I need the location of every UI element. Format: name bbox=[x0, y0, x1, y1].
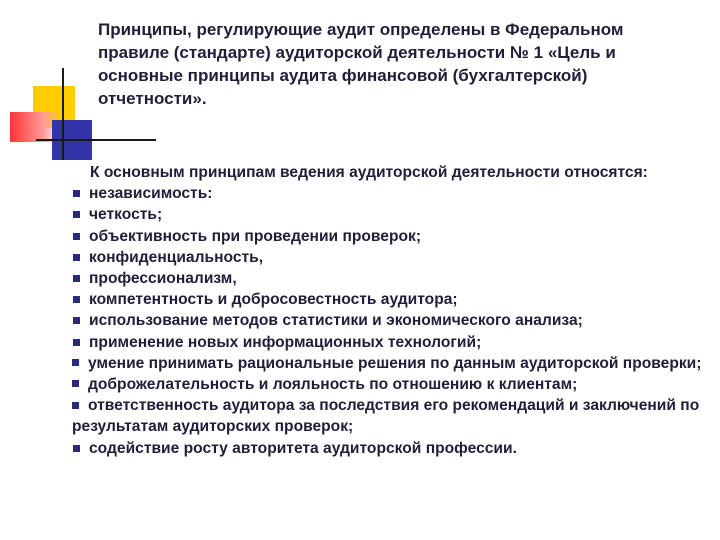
list-item-text: независимость: bbox=[89, 185, 213, 203]
square-bullet-icon bbox=[73, 296, 80, 303]
square-bullet-icon bbox=[73, 233, 80, 240]
list-item bbox=[72, 438, 712, 459]
list-item-text: объективность при проведении проверок; bbox=[89, 227, 422, 245]
list-item bbox=[72, 226, 712, 247]
square-bullet-icon bbox=[73, 275, 80, 282]
decor-horizontal-line bbox=[36, 139, 156, 141]
slide-body bbox=[72, 162, 712, 459]
list-item-text: использование методов статистики и экономического анализа; bbox=[89, 312, 583, 330]
slide-title: Принципы, регулирующие аудит определены в Федеральном правиле (стандарте) аудиторской деятельности № 1 «Цель и основные принципы аудита финансовой (бухгалтерской) отчетности». bbox=[98, 20, 624, 108]
list-item bbox=[72, 268, 712, 289]
list-item bbox=[72, 353, 712, 374]
list-item-text: содействие росту авторитета аудиторской профессии. bbox=[89, 439, 517, 457]
square-bullet-icon bbox=[73, 445, 80, 452]
list-item-text: применение новых информационных технологий; bbox=[89, 333, 482, 351]
list-item bbox=[72, 289, 712, 310]
list-item bbox=[72, 183, 712, 204]
square-bullet-icon bbox=[73, 190, 80, 197]
list-item bbox=[72, 395, 712, 437]
list-item-text: ответственность аудитора за последствия его рекомендаций и заключений по результатам аудиторских проверок; bbox=[72, 397, 700, 436]
square-bullet-icon bbox=[73, 211, 80, 218]
square-bullet-icon bbox=[73, 317, 80, 324]
list-item-text: профессионализм, bbox=[89, 270, 237, 288]
list-item bbox=[72, 204, 712, 225]
square-bullet-icon bbox=[72, 359, 79, 366]
intro-text: К основным принципам ведения аудиторской деятельности относятся: bbox=[90, 164, 648, 181]
decor-vertical-line bbox=[62, 68, 64, 160]
list-item-text: конфиденциальность, bbox=[89, 248, 264, 266]
square-bullet-icon bbox=[73, 339, 80, 346]
list-item bbox=[72, 310, 712, 331]
square-bullet-icon bbox=[72, 380, 79, 387]
list-item-text: доброжелательность и лояльность по отношению к клиентам; bbox=[88, 376, 578, 394]
square-bullet-icon bbox=[72, 402, 79, 409]
list-item-text: четкость; bbox=[89, 206, 163, 224]
list-item bbox=[72, 332, 712, 353]
list-item bbox=[72, 374, 712, 395]
square-bullet-icon bbox=[73, 254, 80, 261]
list-item bbox=[72, 247, 712, 268]
list-item-text: умение принимать рациональные решения по данным аудиторской проверки; bbox=[88, 354, 702, 372]
list-item-text: компетентность и добросовестность аудитора; bbox=[89, 291, 458, 309]
decor-red-bar bbox=[10, 112, 58, 142]
